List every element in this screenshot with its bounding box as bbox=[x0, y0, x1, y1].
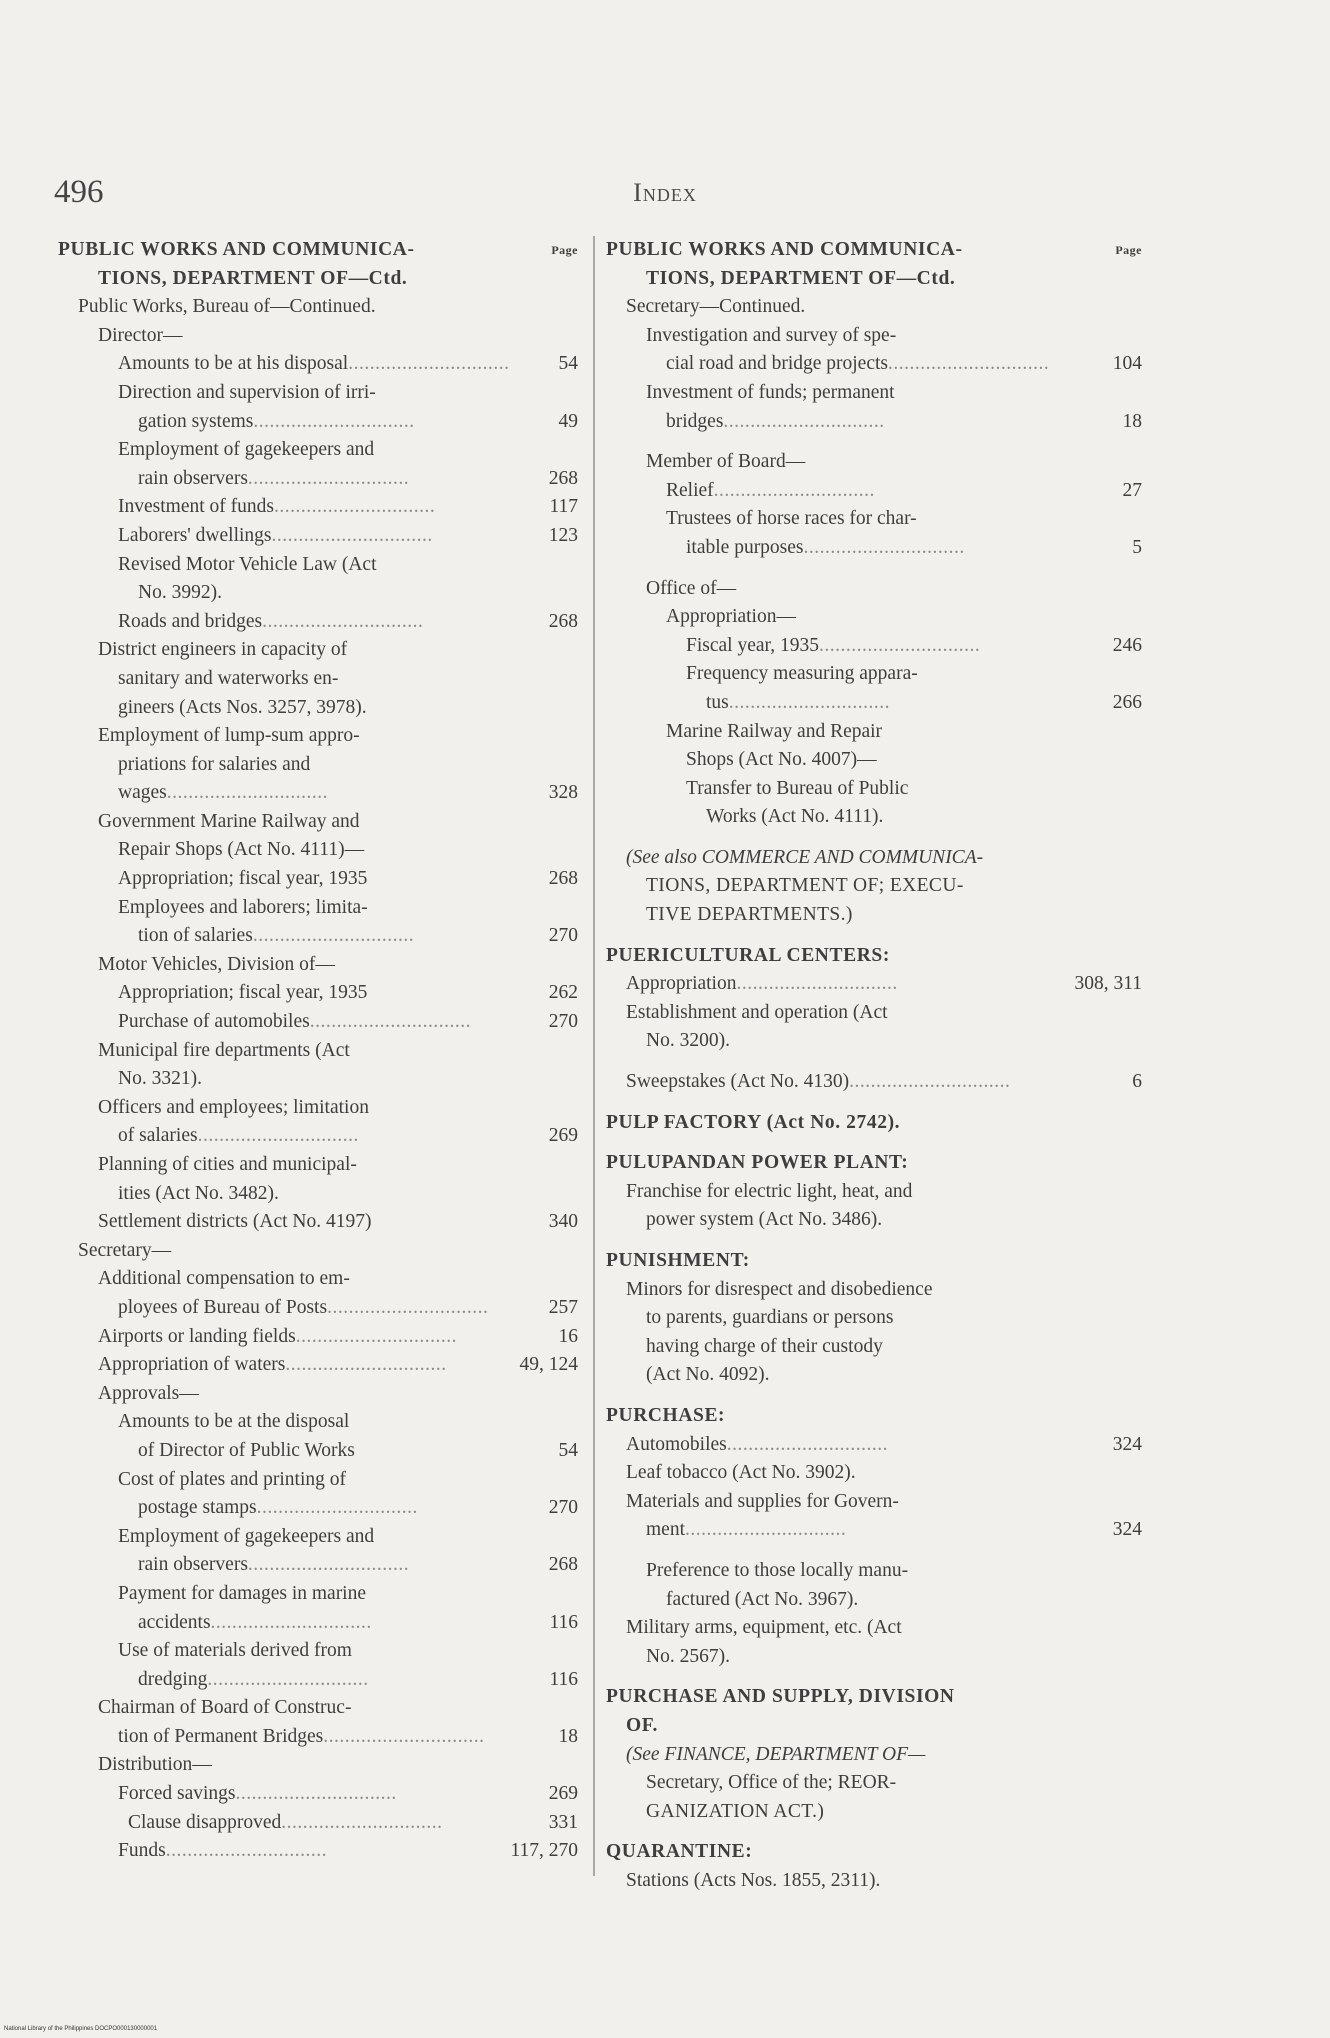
entry-text: postage stamps bbox=[138, 1497, 257, 1519]
entry-text: Use of materials derived from bbox=[118, 1640, 352, 1662]
page-reference: 117, 270 bbox=[504, 1837, 578, 1866]
entry-text: Employment of lump-sum appro- bbox=[98, 725, 360, 747]
entry-text: priations for salaries and bbox=[118, 753, 311, 775]
page-reference: 18 bbox=[1117, 408, 1143, 437]
index-entry bbox=[58, 836, 578, 865]
entry-text: No. 2567). bbox=[646, 1645, 730, 1667]
entry-text: ment bbox=[646, 1519, 685, 1541]
page-reference: 117 bbox=[543, 493, 578, 522]
entry-text: No. 3992). bbox=[138, 582, 222, 604]
index-entry bbox=[606, 1178, 1142, 1207]
entry-text: Relief bbox=[666, 479, 714, 501]
entry-text: (See also COMMERCE AND COMMUNICA- bbox=[626, 846, 984, 868]
entry-text: tion of Permanent Bridges bbox=[118, 1725, 324, 1747]
index-entry bbox=[606, 1586, 1142, 1615]
entry-text: Employment of gagekeepers and bbox=[118, 439, 375, 461]
entry-text: OF. bbox=[626, 1714, 658, 1736]
entry-text: Funds bbox=[118, 1840, 166, 1862]
page-column-label: Page bbox=[1115, 243, 1142, 257]
index-entry bbox=[606, 942, 1142, 971]
index-entry bbox=[606, 689, 1142, 718]
index-entry bbox=[606, 575, 1142, 604]
entry-text: tus bbox=[706, 691, 729, 713]
index-entry bbox=[606, 236, 1142, 265]
entry-text: Forced savings bbox=[118, 1783, 236, 1805]
entry-text: PURCHASE AND SUPPLY, DIVISION bbox=[606, 1686, 955, 1708]
entry-text: Appropriation of waters bbox=[98, 1354, 286, 1376]
index-entry bbox=[606, 1867, 1142, 1896]
page-reference: 123 bbox=[543, 522, 578, 551]
entry-text: of salaries bbox=[118, 1125, 198, 1147]
entry-text: Employees and laborers; limita- bbox=[118, 896, 368, 918]
index-entry bbox=[58, 1122, 578, 1151]
entry-text: Trustees of horse races for char- bbox=[666, 508, 917, 530]
entry-text: Appropriation— bbox=[666, 606, 796, 628]
entry-text: Investment of funds bbox=[118, 496, 274, 518]
entry-text: Appropriation; fiscal year, 1935 bbox=[118, 868, 368, 890]
entry-text: Amounts to be at his disposal bbox=[118, 353, 349, 375]
index-entry bbox=[58, 1551, 578, 1580]
entry-text: Director— bbox=[98, 324, 183, 346]
index-entry bbox=[58, 379, 578, 408]
page-reference: 328 bbox=[543, 779, 578, 808]
leader-dots: .............................. bbox=[685, 1519, 847, 1541]
entry-text: Sweepstakes (Act No. 4130) bbox=[626, 1071, 850, 1093]
entry-text: Establishment and operation (Act bbox=[626, 1001, 888, 1023]
index-entry bbox=[606, 1068, 1142, 1097]
index-entry bbox=[58, 808, 578, 837]
index-entry bbox=[606, 1276, 1142, 1305]
index-entry bbox=[606, 1516, 1142, 1545]
index-entry bbox=[58, 1437, 578, 1466]
entry-text: tion of salaries bbox=[138, 925, 253, 947]
index-entry bbox=[606, 448, 1142, 477]
entry-text: PUBLIC WORKS AND COMMUNICA- bbox=[606, 239, 963, 260]
entry-text: TIONS, DEPARTMENT OF—Ctd. bbox=[646, 267, 956, 289]
entry-text: Investigation and survey of spe- bbox=[646, 324, 897, 346]
leader-dots: .............................. bbox=[247, 1554, 410, 1576]
entry-text: Works (Act No. 4111). bbox=[706, 806, 884, 828]
index-entry bbox=[58, 1523, 578, 1552]
entry-text: Shops (Act No. 4007)— bbox=[686, 749, 877, 771]
index-entry bbox=[58, 608, 578, 637]
entry-text: Investment of funds; permanent bbox=[646, 381, 895, 403]
index-entry bbox=[58, 436, 578, 465]
page-reference: 54 bbox=[553, 350, 579, 379]
page-number: 496 bbox=[54, 174, 104, 210]
index-entry bbox=[58, 1037, 578, 1066]
index-entry bbox=[58, 865, 578, 894]
entry-text: dredging bbox=[138, 1668, 208, 1690]
index-entry bbox=[58, 1466, 578, 1495]
leader-dots: .............................. bbox=[818, 634, 981, 656]
index-entry bbox=[58, 1694, 578, 1723]
index-entry bbox=[58, 894, 578, 923]
index-entry bbox=[58, 1380, 578, 1409]
page-reference: 268 bbox=[543, 865, 578, 894]
index-entry bbox=[606, 746, 1142, 775]
index-entry bbox=[58, 1151, 578, 1180]
leader-dots: .............................. bbox=[888, 353, 1050, 375]
entry-text: Direction and supervision of irri- bbox=[118, 381, 376, 403]
index-entry bbox=[58, 1723, 578, 1752]
index-entry bbox=[606, 1712, 1142, 1741]
page-reference: 308, 311 bbox=[1068, 970, 1142, 999]
page-reference: 340 bbox=[543, 1208, 578, 1237]
leader-dots: .............................. bbox=[197, 1125, 359, 1147]
entry-text: Motor Vehicles, Division of— bbox=[98, 953, 335, 975]
leader-dots: .............................. bbox=[327, 1296, 489, 1318]
page-reference: 270 bbox=[543, 1008, 578, 1037]
leader-dots: .............................. bbox=[252, 925, 415, 947]
entry-text: having charge of their custody bbox=[646, 1335, 883, 1357]
entry-text: No. 3200). bbox=[646, 1030, 730, 1052]
entry-text: Marine Railway and Repair bbox=[666, 720, 883, 742]
index-entry bbox=[606, 660, 1142, 689]
entry-text: Office of— bbox=[646, 577, 737, 599]
entry-text: Government Marine Railway and bbox=[98, 810, 360, 832]
entry-text: PURCHASE: bbox=[606, 1404, 726, 1426]
index-entry bbox=[58, 979, 578, 1008]
index-entry bbox=[606, 1109, 1142, 1138]
entry-text: Purchase of automobiles bbox=[118, 1011, 310, 1033]
index-entry bbox=[606, 505, 1142, 534]
index-entry bbox=[58, 694, 578, 723]
leader-dots: .............................. bbox=[273, 496, 436, 518]
index-entry bbox=[58, 665, 578, 694]
entry-text: Preference to those locally manu- bbox=[646, 1559, 909, 1581]
entry-text: Military arms, equipment, etc. (Act bbox=[626, 1617, 902, 1639]
entry-text: Minors for disrespect and disobedience bbox=[626, 1278, 933, 1300]
index-entry bbox=[58, 779, 578, 808]
entry-text: Clause disapproved bbox=[128, 1811, 282, 1833]
index-entry bbox=[606, 632, 1142, 661]
page-reference: 116 bbox=[543, 1666, 578, 1695]
index-entry bbox=[606, 1643, 1142, 1672]
entry-text: Payment for damages in marine bbox=[118, 1582, 367, 1604]
index-entry bbox=[58, 1065, 578, 1094]
page-reference: 270 bbox=[543, 922, 578, 951]
index-entry bbox=[58, 751, 578, 780]
entry-text: rain observers bbox=[138, 467, 248, 489]
leader-dots: .............................. bbox=[271, 524, 433, 546]
page-reference: 49, 124 bbox=[514, 1351, 579, 1380]
index-entry bbox=[606, 603, 1142, 632]
leader-dots: .............................. bbox=[253, 410, 415, 432]
page-reference: 104 bbox=[1107, 350, 1142, 379]
entry-text: Airports or landing fields bbox=[98, 1325, 296, 1347]
entry-text: factured (Act No. 3967). bbox=[666, 1588, 859, 1610]
index-entry bbox=[58, 322, 578, 351]
leader-dots: .............................. bbox=[803, 536, 965, 558]
index-entry bbox=[606, 872, 1142, 901]
leader-dots: .............................. bbox=[256, 1497, 418, 1519]
index-entry bbox=[58, 1008, 578, 1037]
index-entry bbox=[606, 1247, 1142, 1276]
index-entry bbox=[606, 1402, 1142, 1431]
index-entry bbox=[58, 1237, 578, 1266]
leader-dots: .............................. bbox=[348, 353, 510, 375]
index-entry bbox=[58, 1609, 578, 1638]
index-entry bbox=[58, 1294, 578, 1323]
page-reference: 269 bbox=[543, 1780, 578, 1809]
index-entry bbox=[58, 1780, 578, 1809]
entry-text: Appropriation; fiscal year, 1935 bbox=[118, 982, 368, 1004]
index-column-right bbox=[606, 236, 1142, 1895]
entry-text: PUBLIC WORKS AND COMMUNICA- bbox=[58, 239, 415, 260]
entry-text: Repair Shops (Act No. 4111)— bbox=[118, 839, 365, 861]
index-entry bbox=[606, 1741, 1142, 1770]
page-reference: 331 bbox=[543, 1809, 578, 1838]
entry-text: Appropriation bbox=[626, 973, 737, 995]
page-reference: 18 bbox=[553, 1723, 579, 1752]
entry-text: sanitary and waterworks en- bbox=[118, 667, 339, 689]
index-entry bbox=[58, 1837, 578, 1866]
page-reference: 49 bbox=[553, 408, 579, 437]
index-entry bbox=[606, 322, 1142, 351]
leader-dots: .............................. bbox=[849, 1071, 1011, 1093]
index-entry bbox=[58, 1666, 578, 1695]
page-reference: 6 bbox=[1126, 1068, 1142, 1097]
index-entry bbox=[58, 1408, 578, 1437]
index-entry bbox=[606, 1149, 1142, 1178]
entry-text: Franchise for electric light, heat, and bbox=[626, 1180, 913, 1202]
page-reference: 27 bbox=[1117, 477, 1143, 506]
entry-text: Approvals— bbox=[98, 1382, 199, 1404]
leader-dots: .............................. bbox=[309, 1011, 471, 1033]
entry-text: Amounts to be at the disposal bbox=[118, 1411, 350, 1433]
index-entry bbox=[606, 1838, 1142, 1867]
page-reference: 268 bbox=[543, 465, 578, 494]
index-entry bbox=[606, 970, 1142, 999]
entry-text: Stations (Acts Nos. 1855, 2311). bbox=[626, 1869, 881, 1891]
leader-dots: .............................. bbox=[295, 1325, 457, 1347]
index-entry bbox=[58, 1208, 578, 1237]
index-entry bbox=[58, 408, 578, 437]
index-entry bbox=[58, 1580, 578, 1609]
page-reference: 269 bbox=[543, 1122, 578, 1151]
entry-text: Cost of plates and printing of bbox=[118, 1468, 347, 1490]
page-reference: 246 bbox=[1107, 632, 1142, 661]
entry-text: GANIZATION ACT.) bbox=[646, 1800, 825, 1822]
entry-text: accidents bbox=[138, 1611, 211, 1633]
page-reference: 5 bbox=[1126, 534, 1142, 563]
index-entry bbox=[58, 579, 578, 608]
index-entry bbox=[58, 722, 578, 751]
entry-text: District engineers in capacity of bbox=[98, 639, 348, 661]
index-entry bbox=[606, 803, 1142, 832]
entry-text: Additional compensation to em- bbox=[98, 1268, 350, 1290]
index-entry bbox=[58, 1751, 578, 1780]
entry-text: No. 3321). bbox=[118, 1068, 202, 1090]
running-head: Index bbox=[633, 178, 697, 207]
index-entry bbox=[58, 551, 578, 580]
entry-text: ities (Act No. 3482). bbox=[118, 1182, 279, 1204]
leader-dots: .............................. bbox=[247, 467, 410, 489]
entry-text: Transfer to Bureau of Public bbox=[686, 777, 909, 799]
entry-text: Laborers' dwellings bbox=[118, 524, 272, 546]
index-entry bbox=[606, 379, 1142, 408]
page-reference: 54 bbox=[553, 1437, 579, 1466]
index-entry bbox=[58, 636, 578, 665]
entry-text: ployees of Bureau of Posts bbox=[118, 1296, 328, 1318]
entry-text: Municipal fire departments (Act bbox=[98, 1039, 350, 1061]
index-entry bbox=[58, 1265, 578, 1294]
entry-text: Distribution— bbox=[98, 1754, 212, 1776]
page-reference: 266 bbox=[1107, 689, 1142, 718]
entry-text: wages bbox=[118, 782, 167, 804]
index-entry bbox=[58, 293, 578, 322]
entry-text: PUNISHMENT: bbox=[606, 1250, 750, 1271]
index-entry bbox=[606, 1206, 1142, 1235]
index-entry bbox=[58, 493, 578, 522]
leader-dots: .............................. bbox=[728, 691, 891, 713]
entry-text: PULUPANDAN POWER PLANT: bbox=[606, 1152, 909, 1174]
leader-dots: .............................. bbox=[262, 610, 424, 632]
index-entry bbox=[606, 844, 1142, 873]
index-entry bbox=[606, 534, 1142, 563]
page-column-label: Page bbox=[551, 243, 578, 257]
entry-text: Automobiles bbox=[626, 1433, 727, 1455]
entry-text: Fiscal year, 1935 bbox=[686, 634, 819, 656]
entry-text: Settlement districts (Act No. 4197) bbox=[98, 1211, 372, 1233]
entry-text: Employment of gagekeepers and bbox=[118, 1525, 375, 1547]
leader-dots: .............................. bbox=[285, 1354, 447, 1376]
entry-text: Public Works, Bureau of—Continued. bbox=[78, 296, 376, 318]
entry-text: power system (Act No. 3486). bbox=[646, 1209, 883, 1231]
index-entry bbox=[58, 236, 578, 265]
index-entry bbox=[606, 901, 1142, 930]
index-entry bbox=[606, 999, 1142, 1028]
leader-dots: .............................. bbox=[726, 1433, 888, 1455]
index-entry bbox=[58, 922, 578, 951]
index-entry bbox=[58, 522, 578, 551]
page-reference: 116 bbox=[543, 1609, 578, 1638]
index-entry bbox=[606, 775, 1142, 804]
entry-text: PUERICULTURAL CENTERS: bbox=[606, 944, 890, 966]
leader-dots: .............................. bbox=[207, 1668, 369, 1690]
index-entry bbox=[606, 408, 1142, 437]
entry-text: rain observers bbox=[138, 1554, 248, 1576]
entry-text: to parents, guardians or persons bbox=[646, 1307, 894, 1329]
page-reference: 270 bbox=[543, 1494, 578, 1523]
entry-text: (See FINANCE, DEPARTMENT OF— bbox=[626, 1743, 926, 1765]
leader-dots: .............................. bbox=[736, 973, 898, 995]
entry-text: Secretary, Office of the; REOR- bbox=[646, 1772, 897, 1794]
index-column-left bbox=[58, 236, 578, 1866]
scan-footer: National Library of the Philippines DOCPO000130000001 bbox=[4, 2026, 158, 2032]
entry-text: Revised Motor Vehicle Law (Act bbox=[118, 553, 377, 575]
page-reference: 268 bbox=[543, 1551, 578, 1580]
entry-text: Roads and bridges bbox=[118, 610, 263, 632]
entry-text: TIVE DEPARTMENTS.) bbox=[646, 904, 853, 926]
index-entry bbox=[58, 350, 578, 379]
leader-dots: .............................. bbox=[281, 1811, 443, 1833]
index-entry bbox=[606, 1614, 1142, 1643]
index-entry bbox=[606, 1557, 1142, 1586]
index-entry bbox=[606, 1333, 1142, 1362]
leader-dots: .............................. bbox=[235, 1783, 397, 1805]
page-reference: 324 bbox=[1107, 1431, 1142, 1460]
leader-dots: .............................. bbox=[723, 410, 885, 432]
entry-text: Chairman of Board of Construc- bbox=[98, 1697, 352, 1719]
entry-text: gineers (Acts Nos. 3257, 3978). bbox=[118, 696, 367, 718]
entry-text: Frequency measuring appara- bbox=[686, 663, 918, 685]
entry-text: QUARANTINE: bbox=[606, 1841, 753, 1863]
entry-text: (Act No. 4092). bbox=[646, 1364, 770, 1386]
entry-text: TIONS, DEPARTMENT OF—Ctd. bbox=[98, 267, 408, 289]
index-entry bbox=[58, 1637, 578, 1666]
index-entry bbox=[606, 1304, 1142, 1333]
index-entry bbox=[58, 1351, 578, 1380]
index-entry bbox=[606, 1683, 1142, 1712]
entry-text: gation systems bbox=[138, 410, 254, 432]
leader-dots: .............................. bbox=[713, 479, 875, 501]
entry-text: bridges bbox=[666, 410, 724, 432]
entry-text: Secretary—Continued. bbox=[626, 296, 806, 318]
entry-text: cial road and bridge projects bbox=[666, 353, 888, 375]
index-entry bbox=[606, 293, 1142, 322]
entry-text: Secretary— bbox=[78, 1239, 172, 1261]
index-entry bbox=[606, 477, 1142, 506]
index-entry bbox=[58, 465, 578, 494]
index-entry bbox=[606, 1027, 1142, 1056]
index-entry bbox=[606, 350, 1142, 379]
index-entry bbox=[58, 265, 578, 294]
entry-text: PULP FACTORY (Act No. 2742). bbox=[606, 1111, 901, 1133]
index-entry bbox=[58, 1809, 578, 1838]
index-entry bbox=[606, 1769, 1142, 1798]
index-entry bbox=[58, 951, 578, 980]
leader-dots: .............................. bbox=[166, 782, 328, 804]
entry-text: of Director of Public Works bbox=[138, 1439, 355, 1461]
leader-dots: .............................. bbox=[210, 1611, 372, 1633]
index-entry bbox=[606, 1798, 1142, 1827]
index-entry bbox=[606, 1361, 1142, 1390]
leader-dots: .............................. bbox=[323, 1725, 485, 1747]
index-entry bbox=[58, 1494, 578, 1523]
index-entry bbox=[58, 1180, 578, 1209]
index-entry bbox=[606, 1488, 1142, 1517]
leader-dots: .............................. bbox=[165, 1840, 327, 1862]
entry-text: TIONS, DEPARTMENT OF; EXECU- bbox=[646, 875, 964, 897]
page-reference: 262 bbox=[543, 979, 578, 1008]
entry-text: itable purposes bbox=[686, 536, 804, 558]
page-reference: 324 bbox=[1107, 1516, 1142, 1545]
index-entry bbox=[58, 1094, 578, 1123]
entry-text: Materials and supplies for Govern- bbox=[626, 1490, 899, 1512]
entry-text: Planning of cities and municipal- bbox=[98, 1154, 357, 1175]
entry-text: Leaf tobacco (Act No. 3902). bbox=[626, 1462, 856, 1484]
page-reference: 257 bbox=[543, 1294, 578, 1323]
page-header bbox=[54, 174, 1276, 218]
index-entry bbox=[606, 265, 1142, 294]
page-reference: 268 bbox=[543, 608, 578, 637]
index-entry bbox=[606, 1431, 1142, 1460]
page-reference: 16 bbox=[553, 1323, 579, 1352]
index-entry bbox=[58, 1323, 578, 1352]
column-divider bbox=[593, 236, 595, 1876]
index-entry bbox=[606, 718, 1142, 747]
entry-text: Member of Board— bbox=[646, 451, 806, 473]
index-entry bbox=[606, 1459, 1142, 1488]
entry-text: Officers and employees; limitation bbox=[98, 1096, 369, 1118]
